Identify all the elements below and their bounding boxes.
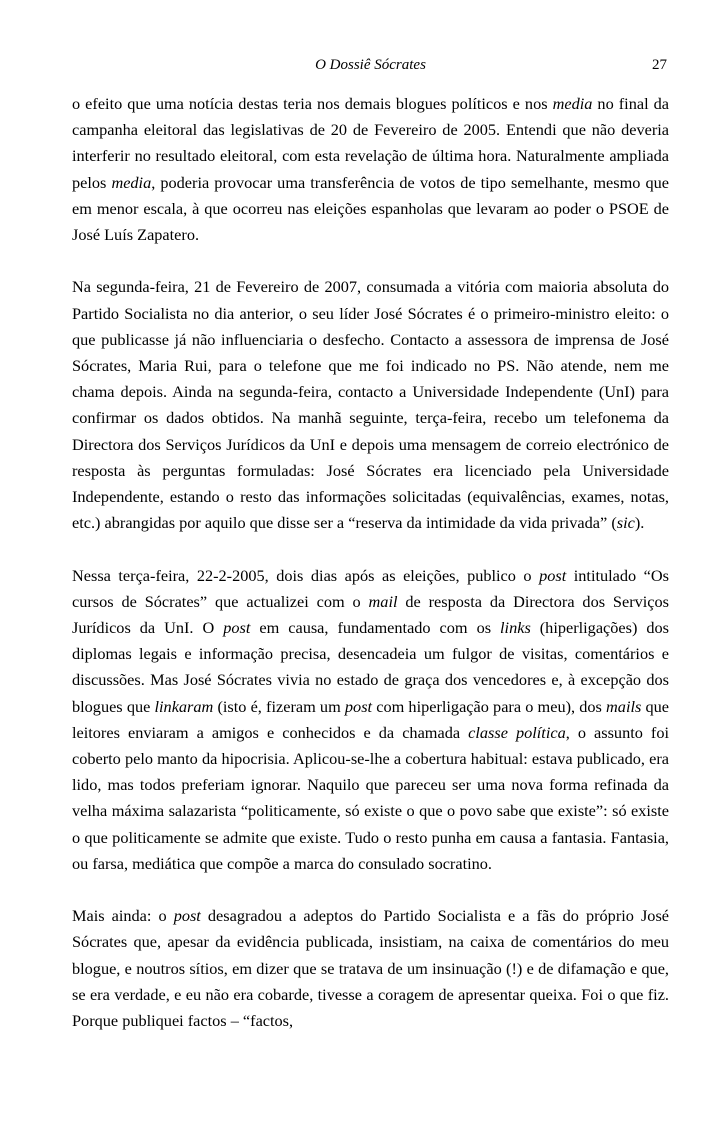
text-segment: (isto é, fizeram um <box>213 696 345 716</box>
italic-text: media <box>552 94 593 113</box>
italic-text: classe política <box>468 722 566 742</box>
running-head <box>72 54 669 76</box>
text-segment: que leitores enviaram a amigos e conhecidos e da chamada <box>72 696 670 742</box>
italic-text: media <box>111 172 152 192</box>
text-segment: ). <box>634 513 645 533</box>
text-segment: , poderia provocar uma transferência de votos de tipo semelhante, mesmo que em menor escala, à que ocorreu nas eleições espanholas que levaram ao poder o PSOE de José Luís Zapatero. <box>72 172 669 245</box>
paragraph <box>72 563 669 877</box>
italic-text: linkaram <box>154 696 214 716</box>
italic-text: mail <box>368 591 398 611</box>
paragraph <box>72 903 669 1034</box>
text-segment: o efeito que uma notícia destas teria nos demais blogues políticos e nos <box>72 94 553 113</box>
text-segment: , o assunto foi coberto pelo manto da hipocrisia. Aplicou-se-lhe a cobertura habitual: estava publicado, era lido, mas todos preferiam ignorar. Naquilo que pareceu ser uma nova forma refinada da velha máxima salazarista “politicamente, só existe o que o povo sabe que existe”: só existe o que politicamente se admite que existe. Tudo o resto punha em causa a fantasia. Fantasia, ou farsa, mediática que compõe a marca do consulado socratino. <box>72 722 670 873</box>
paragraph <box>72 91 669 248</box>
italic-text: post <box>173 906 201 926</box>
text-segment: (hiperligações) dos diplomas legais e informação precisa, desencadeia um fulgor de visitas, comentários e discussões. Mas José Sócrates vivia no estado de graça dos vencedores e, à excepção dos blogues que <box>72 618 669 716</box>
text-segment: intitulado “Os cursos de Sócrates” que actualizei com o <box>72 565 669 611</box>
text-segment: Mais ainda: o <box>72 906 174 926</box>
text-segment: de resposta da Directora dos Serviços Jurídicos da UnI. O <box>72 591 670 638</box>
paragraph <box>72 274 669 536</box>
italic-text: post <box>344 696 373 716</box>
italic-text: mails <box>606 696 642 716</box>
text-segment: com hiperligação para o meu), dos <box>372 696 607 716</box>
italic-text: links <box>500 618 531 638</box>
running-title: O Dossiê Sócrates <box>315 57 426 73</box>
text-segment: desagradou a adeptos do Partido Socialista e a fãs do próprio José Sócrates que, apesar da evidência publicada, insistiam, na caixa de comentários do meu blogue, e noutros sítios, em dizer que se tratava de um insinuação (!) e de difamação e que, se era verdade, e eu não era cobarde, tivesse a coragem de apresentar queixa. Foi o que fiz. Porque publiquei factos – “factos, <box>72 906 670 1031</box>
text-segment: no final da campanha eleitoral das legislativas de 20 de Fevereiro de 2005. Entendi que não deveria interferir no resultado eleitoral, com esta revelação de última hora. Naturalmente ampliada pelos <box>72 94 669 192</box>
italic-text: sic <box>616 513 635 533</box>
page-number: 27 <box>652 57 667 73</box>
italic-text: post <box>539 565 567 585</box>
text-segment: em causa, fundamentado com os <box>250 618 501 638</box>
body-text <box>72 91 669 1060</box>
italic-text: post <box>223 618 251 638</box>
text-segment: Nessa terça-feira, 22-2-2005, dois dias após as eleições, publico o <box>72 565 540 585</box>
text-segment: Na segunda-feira, 21 de Fevereiro de 2007, consumada a vitória com maioria absoluta do Partido Socialista no dia anterior, o seu líder José Sócrates é o primeiro-ministro eleito: o que publicasse já não influenciaria o desfecho. Contacto a assessora de imprensa de José Sócrates, Maria Rui, para o telefone que me foi indicado no PS. Não atende, nem me chama depois. Ainda na segunda-feira, contacto a Universidade Independente (UnI) para confirmar os dados obtidos. Na manhã seguinte, terça-feira, recebo um telefonema da Directora dos Serviços Jurídicos da UnI e depois uma mensagem de correio electrónico de resposta às perguntas formuladas: José Sócrates era licenciado pela Universidade Independente, estando o resto das informações solicitadas (equivalências, exames, notas, etc.) abrangidas por aquilo que disse ser a “reserva da intimidade da vida privada” ( <box>72 277 669 533</box>
